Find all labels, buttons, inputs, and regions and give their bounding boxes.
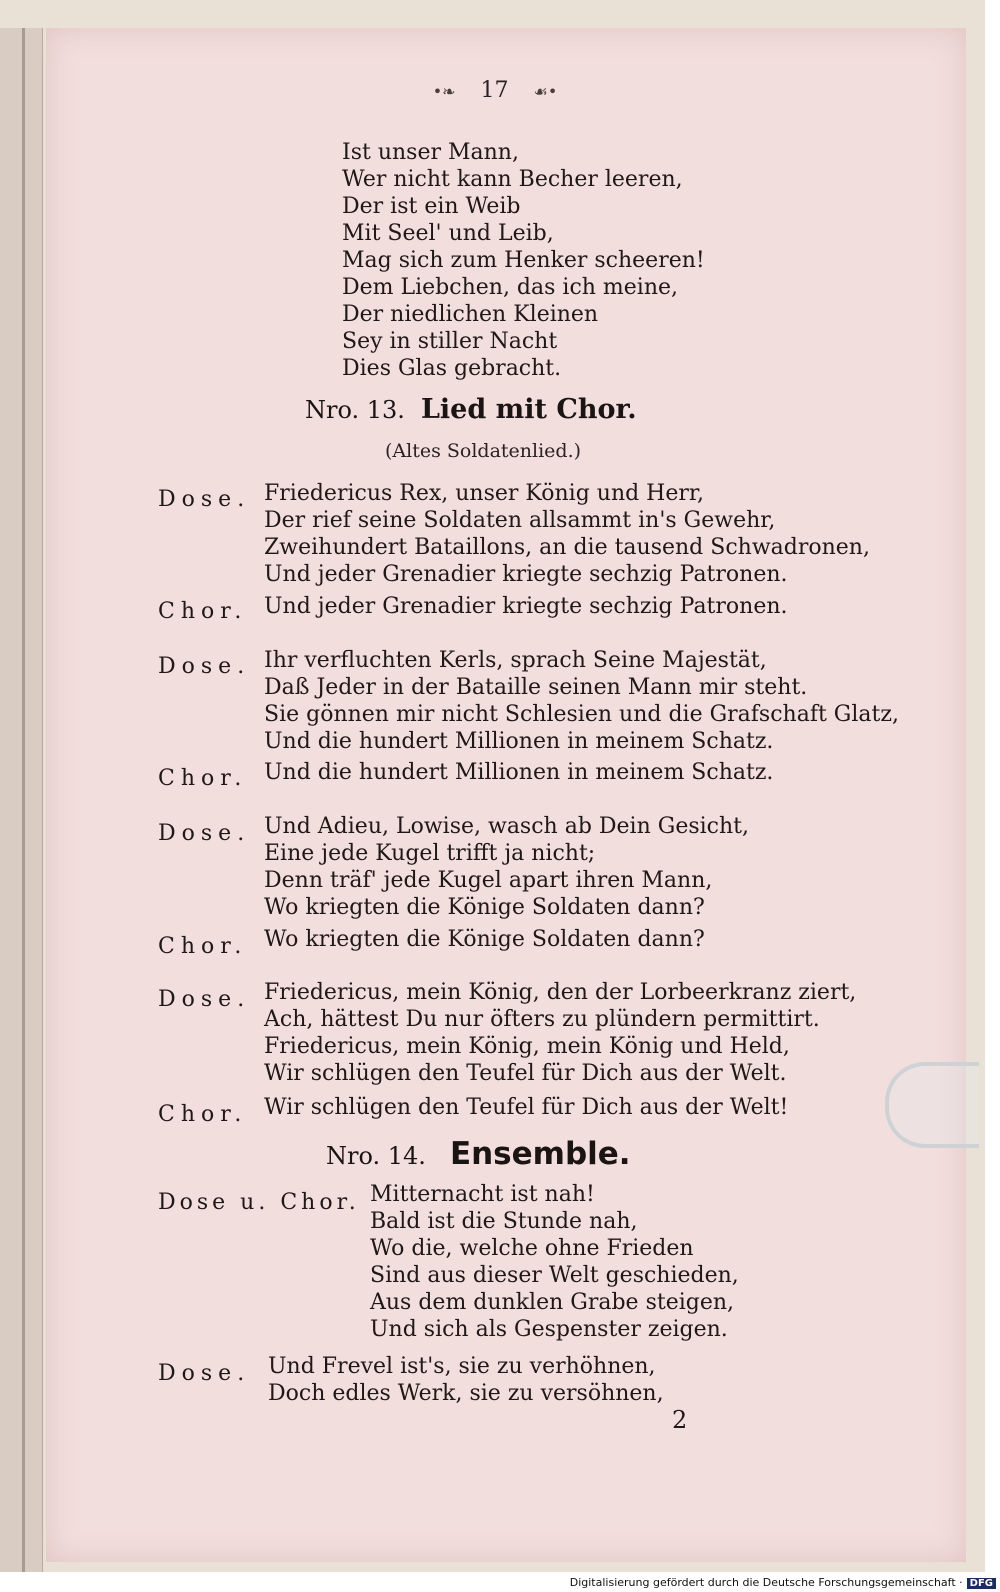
verse-line: Der niedlichen Kleinen — [342, 302, 599, 327]
verse-line: Und sich als Gespenster zeigen. — [370, 1317, 728, 1342]
verse-line: Ach, hättest Du nur öfters zu plündern permittirt. — [264, 1007, 820, 1032]
verse-line: Wo kriegten die Könige Soldaten dann? — [264, 895, 705, 920]
verse-line: Und die hundert Millionen in meinem Schatz. — [264, 729, 774, 754]
chorus-line: Und jeder Grenadier kriegte sechzig Patronen. — [264, 594, 788, 619]
verse-line: Dies Glas gebracht. — [342, 356, 562, 381]
dfg-logo: DFG — [967, 1578, 996, 1589]
verse-line: Wer nicht kann Becher leeren, — [342, 167, 683, 192]
verse-line: Mag sich zum Henker scheeren! — [342, 248, 705, 273]
chorus-line: Und die hundert Millionen in meinem Schatz. — [264, 760, 774, 785]
footer-text: Digitalisierung gefördert durch die Deutsche Forschungsgemeinschaft · — [569, 1576, 963, 1589]
left-page-edge — [0, 28, 43, 1572]
verse-line: Sie gönnen mir nicht Schlesien und die Grafschaft Glatz, — [264, 702, 899, 727]
ornament-left-icon: •❧ — [432, 82, 456, 101]
page-number: 17 — [480, 78, 509, 103]
song-heading — [326, 1136, 631, 1172]
verse-line: Sind aus dieser Welt geschieden, — [370, 1263, 739, 1288]
speaker-label: Dose. — [158, 821, 251, 846]
verse-line: Dem Liebchen, das ich meine, — [342, 275, 679, 300]
verse-line: Friedericus, mein König, mein König und Held, — [264, 1034, 790, 1059]
song-heading — [305, 394, 637, 425]
verse-line: Mitternacht ist nah! — [370, 1182, 595, 1207]
ornament-right-icon: ☙• — [533, 82, 558, 101]
verse-line: Der rief seine Soldaten allsammt in's Gewehr, — [264, 508, 776, 533]
verse-line: Ist unser Mann, — [342, 140, 519, 165]
verse-line: Zweihundert Bataillons, an die tausend Schwadronen, — [264, 535, 870, 560]
song-title: Ensemble. — [449, 1136, 631, 1172]
speaker-label: Dose. — [158, 987, 251, 1012]
speaker-label: Dose. — [158, 654, 251, 679]
verse-line: Daß Jeder in der Bataille seinen Mann mir steht. — [264, 675, 808, 700]
verse-line: Aus dem dunklen Grabe steigen, — [370, 1290, 735, 1315]
verse-line: Und Frevel ist's, sie zu verhöhnen, — [268, 1354, 656, 1379]
speaker-label: Dose u. Chor. — [158, 1190, 360, 1215]
verse-line: Und Adieu, Lowise, wasch ab Dein Gesicht, — [264, 814, 749, 839]
song-number: Nro. 13. — [305, 396, 405, 424]
song-subtitle: (Altes Soldatenlied.) — [385, 440, 582, 462]
verse-line: Denn träf' jede Kugel apart ihren Mann, — [264, 868, 713, 893]
verse-line: Friedericus Rex, unser König und Herr, — [264, 481, 704, 506]
verse-line: Und jeder Grenadier kriegte sechzig Patronen. — [264, 562, 788, 587]
verse-line: Ihr verfluchten Kerls, sprach Seine Majestät, — [264, 648, 767, 673]
speaker-label: Chor. — [158, 599, 248, 624]
verse-line: Mit Seel' und Leib, — [342, 221, 554, 246]
song-number: Nro. 14. — [326, 1142, 426, 1170]
verse-line: Wir schlügen den Teufel für Dich aus der Welt. — [264, 1061, 787, 1086]
signature-mark: 2 — [672, 1406, 688, 1434]
chorus-line: Wo kriegten die Könige Soldaten dann? — [264, 927, 705, 952]
speaker-label: Dose. — [158, 1361, 251, 1386]
speaker-label: Chor. — [158, 1102, 248, 1127]
verse-line: Eine jede Kugel trifft ja nicht; — [264, 841, 596, 866]
verse-line: Bald ist die Stunde nah, — [370, 1209, 638, 1234]
song-title: Lied mit Chor. — [420, 394, 637, 425]
speaker-label: Dose. — [158, 487, 251, 512]
page-header — [420, 78, 570, 103]
speaker-label: Chor. — [158, 766, 248, 791]
verse-line: Wo die, welche ohne Frieden — [370, 1236, 694, 1261]
digitization-footer — [560, 1576, 996, 1592]
chorus-line: Wir schlügen den Teufel für Dich aus der Welt! — [264, 1095, 789, 1120]
verse-line: Der ist ein Weib — [342, 194, 521, 219]
verse-line: Sey in stiller Nacht — [342, 329, 558, 354]
speaker-label: Chor. — [158, 934, 248, 959]
paper-clip-icon — [885, 1062, 979, 1148]
verse-line: Doch edles Werk, sie zu versöhnen, — [268, 1381, 664, 1406]
verse-line: Friedericus, mein König, den der Lorbeerkranz ziert, — [264, 980, 857, 1005]
